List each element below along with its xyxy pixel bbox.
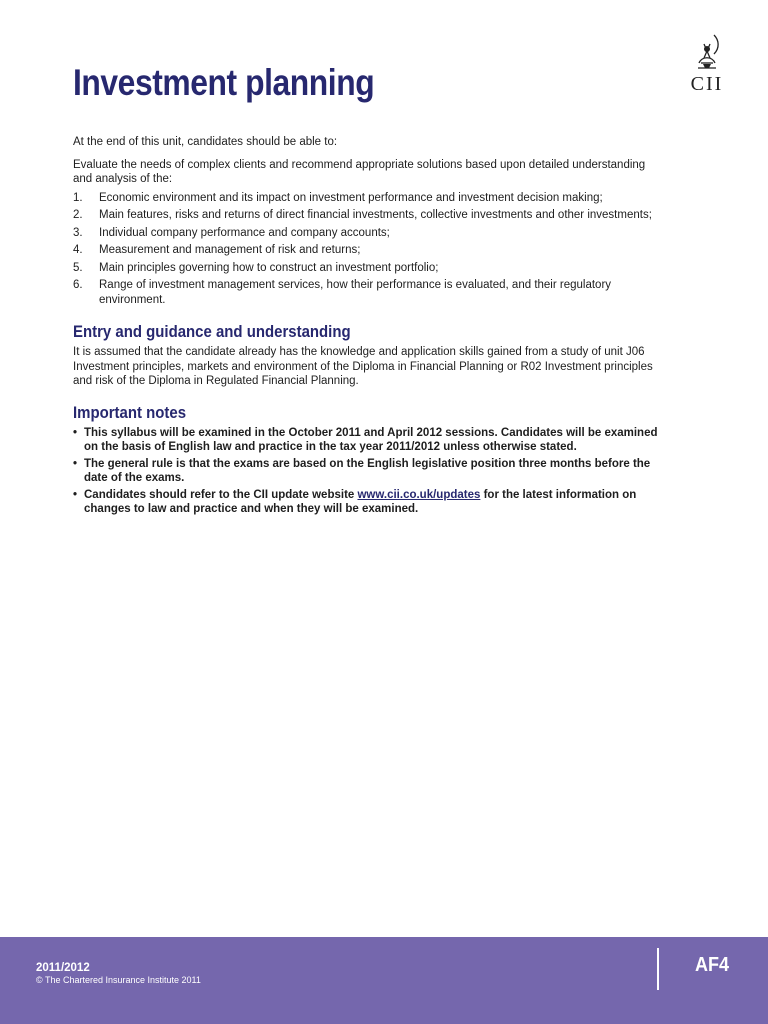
footer-year: 2011/2012 [36, 962, 90, 974]
note-item: • This syllabus will be examined in the October 2011 and April 2012 sessions. Candidates will be examined on the basis of English law and practice in the tax year 2011/2012 unless otherwise stated. [73, 426, 663, 455]
list-number: 6. [73, 279, 83, 291]
crest-icon [692, 32, 722, 74]
list-text: Economic environment and its impact on investment performance and investment decision making; [99, 191, 603, 204]
list-number: 5. [73, 261, 83, 274]
intro-text: At the end of this unit, candidates should be able to: [73, 136, 338, 148]
list-text: Measurement and management of risk and returns; [99, 244, 361, 256]
page-title: Investment planning [73, 62, 375, 103]
list-number: 2. [73, 209, 83, 221]
list-number: 3. [73, 226, 83, 239]
footer-copyright: © The Chartered Insurance Institute 2011 [36, 975, 201, 985]
list-item [73, 243, 663, 258]
note-item: • The general rule is that the exams are based on the English legislative position three months before the date of the exams. [73, 457, 663, 486]
cii-logo [682, 32, 732, 98]
list-item [73, 191, 663, 206]
entry-heading: Entry and guidance and understanding [73, 322, 351, 341]
list-text: Main features, risks and returns of direct financial investments, collective investments and other investments; [99, 209, 652, 221]
list-text: Individual company performance and company accounts; [99, 226, 390, 239]
list-item [73, 208, 663, 223]
notes-heading: Important notes [73, 402, 187, 422]
lead-text: Evaluate the needs of complex clients and recommend appropriate solutions based upon detailed understanding and analysis of the: [73, 158, 646, 185]
list-item [73, 226, 663, 241]
footer-divider [657, 948, 659, 990]
learning-objectives-list [73, 191, 663, 308]
list-number: 4. [73, 244, 83, 256]
note-text: Candidates should refer to the CII update website [84, 488, 358, 501]
note-item [73, 488, 663, 517]
syllabus-content [73, 135, 663, 519]
entry-text: It is assumed that the candidate already has the knowledge and application skills gained from a study of unit J06 Investment principles, markets and environment of the Diploma in Financial Planning or R02 Investment principles and risk of the Diploma in Regulated Financial Planning. [73, 346, 653, 387]
important-notes-list [73, 426, 663, 517]
list-number: 1. [73, 191, 83, 204]
note-text: for the latest information on changes to law and practice and when they will be examined. [84, 488, 637, 515]
footer-bar [0, 937, 768, 1024]
logo-text: CII [690, 73, 724, 95]
list-text: Range of investment management services, how their performance is evaluated, and their regulatory environment. [99, 279, 612, 306]
unit-code: AF4 [695, 954, 730, 976]
cii-updates-link[interactable]: www.cii.co.uk/updates [357, 488, 481, 501]
list-item [73, 278, 663, 307]
list-item [73, 261, 663, 276]
list-text: Main principles governing how to construct an investment portfolio; [99, 261, 439, 274]
